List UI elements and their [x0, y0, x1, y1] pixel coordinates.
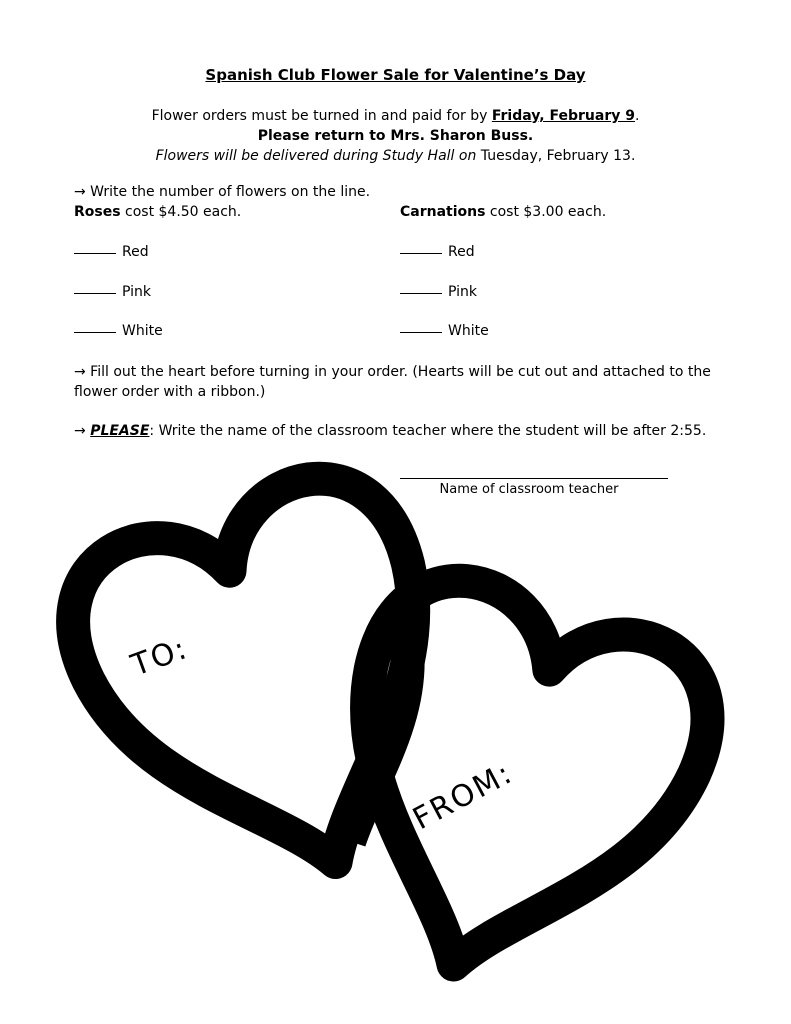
- teacher-name-label: Name of classroom teacher: [439, 482, 619, 497]
- delivery-date: Tuesday, February 13.: [480, 148, 636, 164]
- deadline-date: Friday, February 9: [491, 108, 635, 124]
- roses-price: cost $4.50 each.: [120, 204, 242, 220]
- write-number-instruction: → Write the number of flowers on the line.: [74, 184, 371, 200]
- fill-heart-instruction: → Fill out the heart before turning in your order. (Hearts will be cut out and attached to the flower order with a ribbon.): [74, 364, 711, 400]
- to-heart[interactable]: [48, 455, 496, 920]
- carnation-red-label: Red: [448, 244, 475, 260]
- delivery-italic: Flowers will be delivered during Study Hall on: [155, 148, 481, 164]
- deadline-suffix: .: [634, 108, 640, 124]
- deadline-prefix: Flower orders must be turned in and paid for by: [151, 108, 492, 124]
- please-word: PLEASE: [90, 423, 150, 439]
- return-to-line: Please return to Mrs. Sharon Buss.: [257, 128, 534, 144]
- to-label: TO:: [126, 630, 193, 684]
- carnation-pink-label: Pink: [448, 284, 478, 300]
- please-arrow: →: [74, 423, 91, 439]
- page-title-text: Spanish Club Flower Sale for Valentine’s Day: [205, 66, 586, 84]
- please-rest: : Write the name of the classroom teacher where the student will be after 2:55.: [149, 423, 707, 439]
- rose-red-label: Red: [122, 244, 149, 260]
- rose-pink-label: Pink: [122, 284, 152, 300]
- carnations-price: cost $3.00 each.: [485, 204, 607, 220]
- carnations-name: Carnations: [400, 204, 486, 220]
- carnation-white-label: White: [448, 323, 489, 339]
- rose-white-label: White: [122, 323, 163, 339]
- from-label: FROM:: [407, 755, 519, 838]
- roses-name: Roses: [74, 204, 121, 220]
